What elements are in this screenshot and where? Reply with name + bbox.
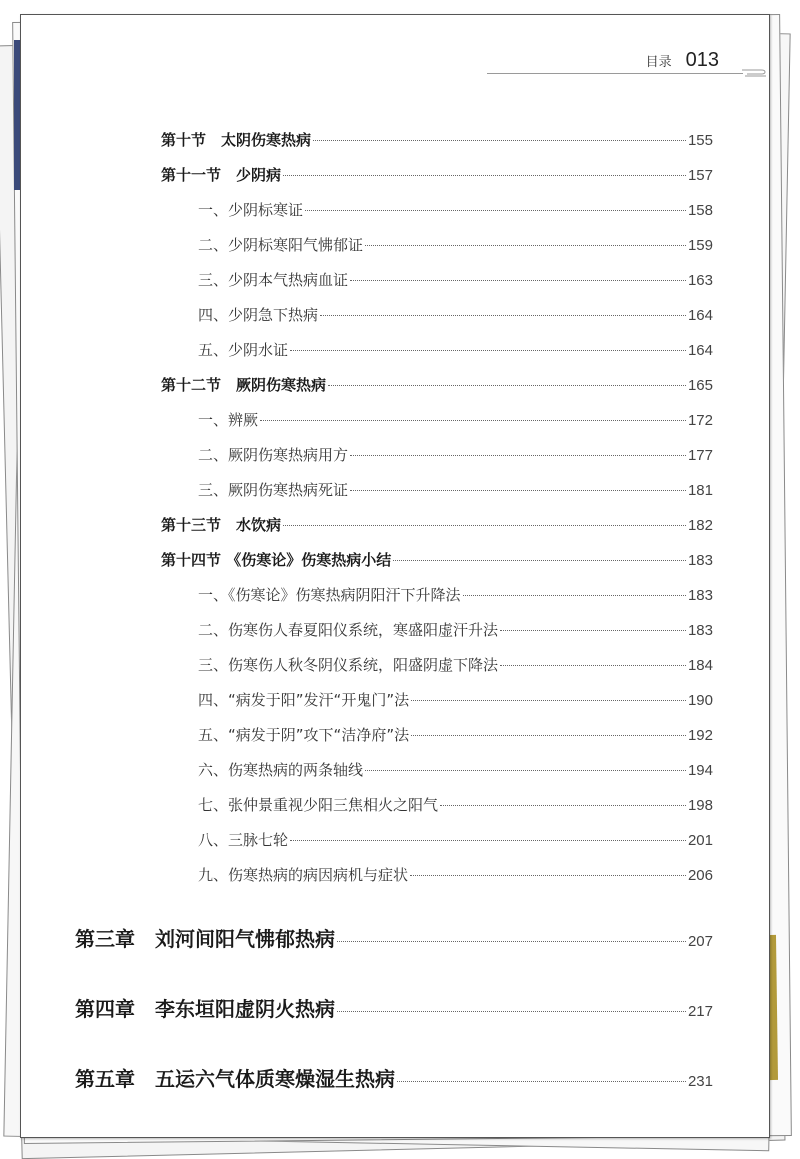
toc-entry-page-number: 183 [687,622,713,639]
toc-entry-title: 第十节 太阴伤寒热病 [161,131,312,149]
toc-entry-title: 一、少阴标寒证 [198,201,304,219]
toc-entry-page-number: 181 [687,482,713,499]
dot-leader [350,454,686,456]
toc-item-entry [198,584,713,605]
toc-section-entry [161,514,713,535]
toc-entry-title: 三、伤寒伤人秋冬阴仪系统，阳盛阴虚下降法 [198,656,499,674]
toc-entry-page-number: 157 [687,167,713,184]
toc-entry-page-number: 194 [687,762,713,779]
dot-leader [500,629,686,631]
toc-entry-title: 一、《伤寒论》伤寒热病阴阳汗下升降法 [198,586,461,604]
toc-entry-title: 第十四节 《伤寒论》伤寒热病小结 [161,551,392,569]
toc-item-entry [198,619,713,640]
dot-leader [463,594,686,596]
toc-entry-title: 五、少阴水证 [198,341,289,359]
dot-leader [337,1010,686,1012]
dot-leader [411,734,686,736]
toc-item-entry [198,724,713,745]
toc-item-entry [198,199,713,220]
toc-item-entry [198,864,713,885]
toc-item-entry [198,409,713,430]
dot-leader [305,209,686,211]
toc-entry-title: 第十三节 水饮病 [161,516,282,534]
dot-leader [283,174,686,176]
toc-entry-title: 第十一节 少阴病 [161,166,282,184]
dot-leader [365,244,686,246]
dot-leader [411,699,686,701]
toc-item-entry [198,794,713,815]
toc-item-entry [198,444,713,465]
toc-entry-page-number: 183 [687,587,713,604]
toc-entry-page-number: 155 [687,132,713,149]
toc-item-entry [198,304,713,325]
toc-entry-title: 三、厥阴伤寒热病死证 [198,481,349,499]
dot-leader [365,769,686,771]
toc-entry-title: 二、厥阴伤寒热病用方 [198,446,349,464]
toc-section-entry [161,374,713,395]
toc-item-entry [198,339,713,360]
toc-entry-page-number: 231 [687,1073,713,1090]
toc-section-entry [161,164,713,185]
toc-entry-page-number: 165 [687,377,713,394]
toc-entry-title: 四、“病发于阳”发汗“开鬼门”法 [198,691,410,709]
toc-section-entry [161,549,713,570]
toc-entry-page-number: 177 [687,447,713,464]
toc-entry-title: 第五章 五运六气体质寒燥湿生热病 [75,1067,395,1091]
toc-entry-page-number: 172 [687,412,713,429]
header-section-title: 目录 [645,55,672,70]
toc-item-entry [198,269,713,290]
toc-entry-page-number: 164 [687,342,713,359]
toc-entry-title: 二、少阴标寒阳气怫郁证 [198,236,364,254]
toc-entry-page-number: 217 [687,1003,713,1020]
dot-leader [283,524,686,526]
toc-entry-page-number: 201 [687,832,713,849]
header-page-number: 013 [685,49,719,71]
toc-entry-page-number: 164 [687,307,713,324]
toc-entry-page-number: 207 [687,933,713,950]
dot-leader [313,139,686,141]
toc-entry-page-number: 159 [687,237,713,254]
toc-chapter-entry [75,923,713,952]
toc-item-entry [198,479,713,500]
toc-entry-page-number: 182 [687,517,713,534]
toc-item-entry [198,689,713,710]
toc-entry-page-number: 158 [687,202,713,219]
dot-leader [290,349,686,351]
toc-item-entry [198,759,713,780]
dot-leader [350,279,686,281]
dot-leader [393,559,686,561]
toc-entry-page-number: 198 [687,797,713,814]
dot-leader [290,839,686,841]
toc-item-entry [198,234,713,255]
dot-leader [328,384,686,386]
toc-entry-title: 二、伤寒伤人春夏阳仪系统，寒盛阳虚汗升法 [198,621,499,639]
dot-leader [410,874,686,876]
toc-entry-page-number: 206 [687,867,713,884]
toc-entry-page-number: 192 [687,727,713,744]
toc-entry-title: 六、伤寒热病的两条轴线 [198,761,364,779]
toc-chapter-entry [75,1063,713,1092]
toc-entry-title: 三、少阴本气热病血证 [198,271,349,289]
toc-entry-title: 九、伤寒热病的病因病机与症状 [198,866,409,884]
toc-entry-title: 第三章 刘河间阳气怫郁热病 [75,927,335,951]
toc-item-entry [198,654,713,675]
dot-leader [440,804,686,806]
header-rule [487,73,743,74]
dot-leader [337,940,686,942]
toc-entry-page-number: 184 [687,657,713,674]
toc-page [20,14,770,1138]
dot-leader [260,419,686,421]
toc-section-entry [161,129,713,150]
dot-leader [500,664,686,666]
toc-item-entry [198,829,713,850]
running-header [646,49,719,72]
toc-entry-title: 八、三脉七轮 [198,831,289,849]
toc-entry-title: 四、少阴急下热病 [198,306,319,324]
toc-entry-title: 五、“病发于阴”攻下“洁净府”法 [198,726,410,744]
toc-chapter-entry [75,993,713,1022]
header-ornament-icon [741,67,767,77]
dot-leader [320,314,686,316]
toc-entry-page-number: 183 [687,552,713,569]
toc-entry-page-number: 163 [687,272,713,289]
dot-leader [350,489,686,491]
toc-entry-title: 一、辨厥 [198,411,259,429]
toc-entry-title: 第十二节 厥阴伤寒热病 [161,376,327,394]
toc-entry-title: 第四章 李东垣阳虚阴火热病 [75,997,335,1021]
toc-entry-page-number: 190 [687,692,713,709]
dot-leader [397,1080,686,1082]
toc-entry-title: 七、张仲景重视少阳三焦相火之阳气 [198,796,439,814]
